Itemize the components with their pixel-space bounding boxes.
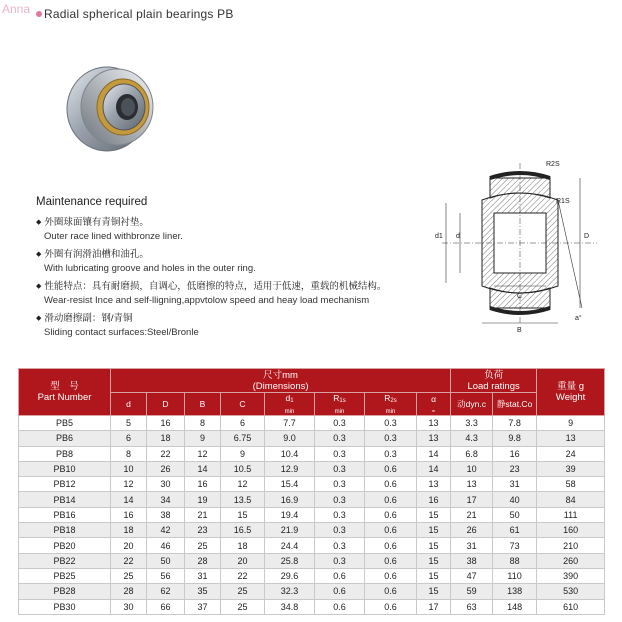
table-cell: 0.6 — [365, 492, 417, 507]
feature-cn-4: ◆ 滑动磨擦副：钢/青铜 — [36, 312, 386, 326]
table-cell: 15 — [417, 523, 451, 538]
table-cell: 16 — [147, 416, 185, 431]
table-cell: 22 — [221, 568, 265, 583]
label-r1s: R1S — [556, 198, 570, 205]
table-cell: 0.3 — [315, 553, 365, 568]
table-cell: 0.6 — [315, 599, 365, 614]
table-cell: 63 — [451, 599, 493, 614]
label-C: C — [517, 293, 523, 300]
table-cell: 25 — [221, 584, 265, 599]
label-B: B — [517, 327, 522, 333]
table-cell: 28 — [185, 553, 221, 568]
table-cell: 16 — [111, 507, 147, 522]
label-D: D — [584, 233, 590, 240]
col-d: d — [111, 393, 147, 416]
table-cell: 0.6 — [365, 553, 417, 568]
table-cell: 22 — [111, 553, 147, 568]
col-dimensions: 尺寸mm (Dimensions) — [111, 369, 451, 393]
table-cell: 13 — [417, 416, 451, 431]
table-cell: 160 — [537, 523, 605, 538]
table-cell: 37 — [185, 599, 221, 614]
part-number-cell: PB25 — [19, 568, 111, 583]
table-cell: 0.6 — [365, 477, 417, 492]
label-alpha: a° — [575, 315, 582, 322]
label-r2s: R2S — [546, 161, 560, 168]
table-cell: 0.6 — [315, 584, 365, 599]
table-cell: 39 — [537, 461, 605, 476]
table-cell: 8 — [111, 446, 147, 461]
table-cell: 6 — [111, 431, 147, 446]
table-cell: 20 — [111, 538, 147, 553]
table-cell: 6.8 — [451, 446, 493, 461]
col-stat: 静stat.Co — [493, 393, 537, 416]
table-row — [19, 523, 605, 538]
table-cell: 19 — [185, 492, 221, 507]
table-row — [19, 507, 605, 522]
col-C: C — [221, 393, 265, 416]
table-row — [19, 416, 605, 431]
part-number-cell: PB28 — [19, 584, 111, 599]
table-cell: 14 — [417, 461, 451, 476]
table-cell: 0.3 — [315, 523, 365, 538]
spec-table — [18, 368, 605, 615]
part-number-cell: PB16 — [19, 507, 111, 522]
table-cell: 30 — [147, 477, 185, 492]
table-cell: 16 — [417, 492, 451, 507]
table-row — [19, 568, 605, 583]
table-cell: 13 — [417, 477, 451, 492]
table-cell: 15 — [417, 568, 451, 583]
part-number-cell: PB12 — [19, 477, 111, 492]
table-row — [19, 538, 605, 553]
table-cell: 23 — [493, 461, 537, 476]
table-cell: 3.3 — [451, 416, 493, 431]
table-cell: 0.6 — [365, 538, 417, 553]
table-cell: 61 — [493, 523, 537, 538]
table-cell: 390 — [537, 568, 605, 583]
part-number-cell: PB8 — [19, 446, 111, 461]
table-cell: 84 — [537, 492, 605, 507]
part-number-cell: PB18 — [19, 523, 111, 538]
table-cell: 9.8 — [493, 431, 537, 446]
table-cell: 10 — [111, 461, 147, 476]
maintenance-section — [36, 196, 386, 344]
table-cell: 0.6 — [365, 461, 417, 476]
table-cell: 12 — [185, 446, 221, 461]
table-cell: 34 — [147, 492, 185, 507]
bullet-icon — [36, 11, 42, 17]
label-d: d — [456, 233, 460, 240]
table-cell: 73 — [493, 538, 537, 553]
table-cell: 0.6 — [365, 568, 417, 583]
table-cell: 0.3 — [315, 416, 365, 431]
table-cell: 21.9 — [265, 523, 315, 538]
table-cell: 50 — [147, 553, 185, 568]
table-cell: 29.6 — [265, 568, 315, 583]
table-cell: 31 — [451, 538, 493, 553]
table-cell: 0.3 — [315, 492, 365, 507]
table-cell: 0.6 — [365, 507, 417, 522]
table-cell: 23 — [185, 523, 221, 538]
table-cell: 5 — [111, 416, 147, 431]
table-cell: 21 — [185, 507, 221, 522]
table-cell: 38 — [147, 507, 185, 522]
feature-cn-1: ◆ 外圈球面镶有青铜衬垫。 — [36, 216, 386, 230]
table-cell: 8 — [185, 416, 221, 431]
col-B: B — [185, 393, 221, 416]
table-row — [19, 446, 605, 461]
table-cell: 19.4 — [265, 507, 315, 522]
table-row — [19, 461, 605, 476]
table-cell: 28 — [111, 584, 147, 599]
table-cell: 9 — [221, 446, 265, 461]
table-cell: 30 — [111, 599, 147, 614]
col-weight: 重量 g Weight — [537, 369, 605, 416]
table-cell: 0.3 — [315, 507, 365, 522]
table-row — [19, 584, 605, 599]
table-cell: 6 — [221, 416, 265, 431]
table-cell: 20 — [221, 553, 265, 568]
table-cell: 138 — [493, 584, 537, 599]
part-number-cell: PB30 — [19, 599, 111, 614]
table-cell: 0.3 — [365, 431, 417, 446]
part-number-cell: PB20 — [19, 538, 111, 553]
table-cell: 9 — [185, 431, 221, 446]
table-cell: 25 — [185, 538, 221, 553]
table-cell: 0.3 — [315, 446, 365, 461]
part-number-cell: PB14 — [19, 492, 111, 507]
feature-en-4: Sliding contact surfaces:Steel/Bronle — [44, 327, 199, 338]
table-cell: 18 — [111, 523, 147, 538]
table-cell: 610 — [537, 599, 605, 614]
table-cell: 14 — [185, 461, 221, 476]
table-cell: 62 — [147, 584, 185, 599]
feature-en-3: Wear-resist Ince and self-lligning,appvtolow speed and heay load mechanism — [44, 295, 370, 306]
table-cell: 12 — [111, 477, 147, 492]
table-row — [19, 431, 605, 446]
table-cell: 66 — [147, 599, 185, 614]
table-cell: 10 — [451, 461, 493, 476]
table-row — [19, 492, 605, 507]
table-cell: 13 — [417, 431, 451, 446]
table-cell: 7.8 — [493, 416, 537, 431]
table-cell: 111 — [537, 507, 605, 522]
table-cell: 26 — [147, 461, 185, 476]
table-cell: 15 — [417, 507, 451, 522]
table-cell: 56 — [147, 568, 185, 583]
table-cell: 0.6 — [365, 523, 417, 538]
maintenance-heading: Maintenance required — [36, 196, 148, 208]
table-cell: 10.4 — [265, 446, 315, 461]
spec-table-body — [19, 416, 605, 615]
table-cell: 24.4 — [265, 538, 315, 553]
table-cell: 0.3 — [365, 446, 417, 461]
table-cell: 40 — [493, 492, 537, 507]
table-cell: 15 — [221, 507, 265, 522]
col-part-number: 型 号 Part Number — [19, 369, 111, 416]
col-D: D — [147, 393, 185, 416]
table-cell: 21 — [451, 507, 493, 522]
table-cell: 17 — [417, 599, 451, 614]
table-cell: 14 — [111, 492, 147, 507]
table-cell: 9.0 — [265, 431, 315, 446]
table-cell: 110 — [493, 568, 537, 583]
table-cell: 7.7 — [265, 416, 315, 431]
table-cell: 88 — [493, 553, 537, 568]
table-cell: 10.5 — [221, 461, 265, 476]
table-cell: 25.8 — [265, 553, 315, 568]
table-cell: 25 — [111, 568, 147, 583]
table-row — [19, 477, 605, 492]
table-cell: 35 — [185, 584, 221, 599]
table-cell: 16 — [185, 477, 221, 492]
table-cell: 0.3 — [365, 416, 417, 431]
table-cell: 31 — [493, 477, 537, 492]
watermark: Anna — [2, 2, 31, 16]
table-cell: 0.3 — [315, 477, 365, 492]
table-cell: 15 — [417, 538, 451, 553]
table-row — [19, 553, 605, 568]
table-cell: 530 — [537, 584, 605, 599]
cross-section-diagram — [432, 158, 602, 333]
table-cell: 34.8 — [265, 599, 315, 614]
table-cell: 16 — [493, 446, 537, 461]
table-cell: 4.3 — [451, 431, 493, 446]
part-number-cell: PB5 — [19, 416, 111, 431]
col-d1: d1 min — [265, 393, 315, 416]
table-cell: 0.3 — [315, 538, 365, 553]
table-cell: 31 — [185, 568, 221, 583]
part-number-cell: PB6 — [19, 431, 111, 446]
table-cell: 0.6 — [365, 599, 417, 614]
col-r1s: R1s min — [315, 393, 365, 416]
table-cell: 9 — [537, 416, 605, 431]
col-alpha: α ≈ — [417, 393, 451, 416]
feature-en-2: With lubricating groove and holes in the outer ring. — [44, 263, 256, 274]
table-cell: 59 — [451, 584, 493, 599]
label-d1: d1 — [435, 233, 443, 240]
feature-cn-2: ◆ 外圈有润滑油槽和油孔。 — [36, 248, 386, 262]
table-cell: 22 — [147, 446, 185, 461]
part-number-cell: PB22 — [19, 553, 111, 568]
table-cell: 260 — [537, 553, 605, 568]
feature-cn-3: ◆ 性能特点：具有耐磨损，自调心，低磨擦的特点，适用于低速，重载的机械结构。 — [36, 280, 386, 294]
table-cell: 0.3 — [315, 431, 365, 446]
table-cell: 42 — [147, 523, 185, 538]
table-cell: 6.75 — [221, 431, 265, 446]
table-cell: 14 — [417, 446, 451, 461]
table-cell: 50 — [493, 507, 537, 522]
table-cell: 13.5 — [221, 492, 265, 507]
page-title — [36, 7, 234, 21]
page-title-text: Radial spherical plain bearings PB — [44, 7, 234, 21]
table-cell: 16.9 — [265, 492, 315, 507]
table-cell: 18 — [221, 538, 265, 553]
table-cell: 15 — [417, 553, 451, 568]
table-cell: 0.6 — [315, 568, 365, 583]
table-cell: 15.4 — [265, 477, 315, 492]
table-cell: 15 — [417, 584, 451, 599]
feature-en-1: Outer race lined withbronze liner. — [44, 231, 183, 242]
table-cell: 0.3 — [315, 461, 365, 476]
table-cell: 16.5 — [221, 523, 265, 538]
table-cell: 17 — [451, 492, 493, 507]
table-row — [19, 599, 605, 614]
table-cell: 25 — [221, 599, 265, 614]
table-cell: 12.9 — [265, 461, 315, 476]
bearing-photo — [55, 45, 175, 165]
table-cell: 46 — [147, 538, 185, 553]
table-cell: 26 — [451, 523, 493, 538]
table-cell: 18 — [147, 431, 185, 446]
table-cell: 12 — [221, 477, 265, 492]
table-cell: 24 — [537, 446, 605, 461]
col-load-ratings: 负荷 Load ratings — [451, 369, 537, 393]
col-r2s: R2s min — [365, 393, 417, 416]
table-cell: 47 — [451, 568, 493, 583]
table-cell: 148 — [493, 599, 537, 614]
table-cell: 210 — [537, 538, 605, 553]
table-cell: 13 — [451, 477, 493, 492]
col-dyn: 动dyn.c — [451, 393, 493, 416]
table-cell: 38 — [451, 553, 493, 568]
table-cell: 0.6 — [365, 584, 417, 599]
table-cell: 13 — [537, 431, 605, 446]
table-cell: 58 — [537, 477, 605, 492]
part-number-cell: PB10 — [19, 461, 111, 476]
table-cell: 32.3 — [265, 584, 315, 599]
